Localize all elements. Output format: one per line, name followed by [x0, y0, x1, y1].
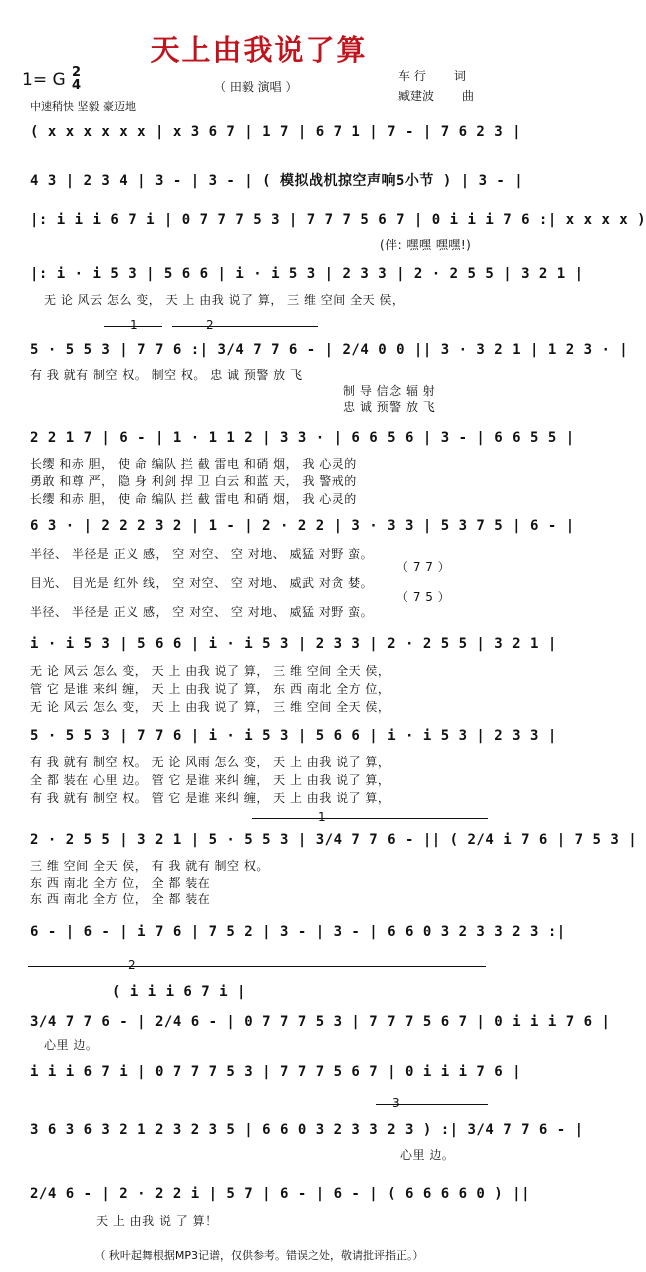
lyric-line-12: 心里 边。	[44, 1038, 99, 1052]
lyric-line-8b: 管 它 是谁 来纠 缠， 天 上 由我 说了 算， 东 西 南北 全方 位，	[30, 682, 391, 696]
alternate-notes-75: （ 7 5 ）	[396, 590, 451, 604]
lyric-line-5b: 制 导 信念 辐 射	[343, 384, 436, 398]
lyric-line-6c: 长缨 和赤 胆， 使 命 编队 拦 截 雷电 和硝 烟， 我 心灵的	[30, 492, 357, 506]
lyric-line-9c: 有 我 就有 制空 权。 管 它 是谁 来纠 缠， 天 上 由我 说了 算，	[30, 791, 391, 805]
score-line-13: i i i 6 7 i | 0 7 7 7 5 3 | 7 7 7 5 6 7 | 0 i i i 7 6 |	[30, 1064, 522, 1080]
score-line-14: 3 6 3 6 3 2 1 2 3 2 3 5 | 6 6 0 3 2 3 3 2 3 ) :| 3/4 7 7 6 - |	[30, 1122, 584, 1138]
volta-label-3: 3	[392, 1096, 401, 1110]
song-title: 天上由我说了算	[150, 33, 368, 67]
lyricist-role: 词	[453, 69, 466, 83]
meter-top: 2	[72, 65, 82, 80]
score-line-12-accompaniment: ( i i i 6 7 i |	[112, 984, 246, 1000]
composer-role: 曲	[462, 89, 475, 103]
volta-label-2: 2	[206, 318, 215, 332]
volta-label-1: 1	[130, 318, 139, 332]
meter-bottom: 4	[72, 78, 82, 93]
time-signature	[72, 66, 81, 92]
lyric-line-9b: 全 都 装在 心里 边。 管 它 是谁 来纠 缠， 天 上 由我 说了 算，	[30, 773, 391, 787]
lyric-line-7c: 半径、 半径是 正义 感， 空 对空、 空 对地、 威猛 对野 蛮。	[30, 605, 374, 619]
lyric-line-4: 无 论 风云 怎么 变， 天 上 由我 说了 算， 三 维 空间 全天 侯，	[44, 293, 405, 307]
lyric-line-8a: 无 论 风云 怎么 变， 天 上 由我 说了 算， 三 维 空间 全天 侯，	[30, 664, 391, 678]
key-signature: 1= G	[22, 70, 66, 90]
singer-credit: （ 田毅 演唱 ）	[214, 80, 298, 94]
lyric-line-10a: 三 维 空间 全天 侯， 有 我 就有 制空 权。	[30, 859, 269, 873]
lyric-line-10c: 东 西 南北 全方 位， 全 都 装在	[30, 892, 211, 906]
score-line-11: 6 - | 6 - | i 7 6 | 7 5 2 | 3 - | 3 - | 6 6 0 3 2 3 3 2 3 :|	[30, 924, 566, 940]
lyric-line-7a: 半径、 半径是 正义 感， 空 对空、 空 对地、 威猛 对野 蛮。	[30, 547, 374, 561]
score-line-6: 2 2 1 7 | 6 - | 1 · 1 1 2 | 3 3 · | 6 6 5 6 | 3 - | 6 6 5 5 |	[30, 430, 575, 446]
volta-bracket-2b	[28, 966, 486, 967]
transcriber-footnote: （ 秋叶起舞根据MP3记谱，仅供参考。错误之处，敬请批评指正。）	[94, 1249, 424, 1262]
volta-bracket-1b	[252, 818, 488, 819]
lyric-line-5c: 忠 诚 预警 放 飞	[343, 400, 436, 414]
lyric-line-6b: 勇敢 和尊 严， 隐 身 利剑 捍 卫 白云 和蓝 天， 我 警戒的	[30, 474, 357, 488]
lyric-line-14: 心里 边。	[400, 1148, 455, 1162]
author-credits	[398, 66, 474, 106]
lyricist-name: 车 行	[398, 69, 426, 83]
accompaniment-note: (伴: 嘿嘿 嘿嘿!)	[380, 238, 472, 252]
lyric-line-9a: 有 我 就有 制空 权。 无 论 风雨 怎么 变， 天 上 由我 说了 算，	[30, 755, 391, 769]
lyric-line-10b: 东 西 南北 全方 位， 全 都 装在	[30, 876, 211, 890]
composer-name: 臧建波	[398, 89, 435, 103]
volta-bracket-2	[172, 326, 318, 327]
score-line-5: 5 · 5 5 3 | 7 7 6 :| 3/4 7 7 6 - | 2/4 0 0 || 3 · 3 2 1 | 1 2 3 · |	[30, 342, 629, 358]
score-line-4: |: i · i 5 3 | 5 6 6 | i · i 5 3 | 2 3 3 | 2 · 2 5 5 | 3 2 1 |	[30, 266, 584, 282]
score-line-8: i · i 5 3 | 5 6 6 | i · i 5 3 | 2 3 3 | 2 · 2 5 5 | 3 2 1 |	[30, 636, 557, 652]
score-line-1: ( x x x x x x | x 3 6 7 | 1 7 | 6 7 1 | 7 - | 7 6 2 3 |	[30, 124, 522, 140]
score-line-7: 6 3 · | 2 2 2 3 2 | 1 - | 2 · 2 2 | 3 · 3 3 | 5 3 7 5 | 6 - |	[30, 518, 575, 534]
score-line-10: 2 · 2 5 5 | 3 2 1 | 5 · 5 5 3 | 3/4 7 7 6 - || ( 2/4 i 7 6 | 7 5 3 |	[30, 832, 638, 848]
score-line-9: 5 · 5 5 3 | 7 7 6 | i · i 5 3 | 5 6 6 | i · i 5 3 | 2 3 3 |	[30, 728, 557, 744]
lyric-line-5: 有 我 就有 制空 权。 制空 权。 忠 诚 预警 放 飞	[30, 368, 303, 382]
lyric-line-15: 天 上 由我 说 了 算！	[96, 1214, 218, 1228]
tempo-marking: 中速稍快 坚毅 豪迈地	[30, 100, 136, 113]
score-line-12: 3/4 7 7 6 - | 2/4 6 - | 0 7 7 7 5 3 | 7 7 7 5 6 7 | 0 i i i 7 6 |	[30, 1014, 611, 1030]
score-line-3: |: i i i 6 7 i | 0 7 7 7 5 3 | 7 7 7 5 6 7 | 0 i i i 7 6 :| x x x x )	[30, 212, 646, 228]
lyricist-credit	[398, 66, 474, 86]
composer-credit	[398, 86, 474, 106]
alternate-notes-77: （ 7 7 ）	[396, 560, 451, 574]
score-line-2: 4 3 | 2 3 4 | 3 - | 3 - | ( 模拟战机掠空声响5小节 ) | 3 - |	[30, 173, 524, 189]
lyric-line-8c: 无 论 风云 怎么 变， 天 上 由我 说了 算， 三 维 空间 全天 侯，	[30, 700, 391, 714]
score-line-15: 2/4 6 - | 2 · 2 2 i | 5 7 | 6 - | 6 - | ( 6 6 6 6 0 ) ||	[30, 1186, 531, 1202]
volta-label-1b: 1	[318, 810, 327, 824]
lyric-line-6a: 长缨 和赤 胆， 使 命 编队 拦 截 雷电 和硝 烟， 我 心灵的	[30, 457, 357, 471]
lyric-line-7b: 目光、 目光是 红外 线， 空 对空、 空 对地、 威武 对贪 婪。	[30, 576, 374, 590]
volta-label-2b: 2	[128, 958, 137, 972]
